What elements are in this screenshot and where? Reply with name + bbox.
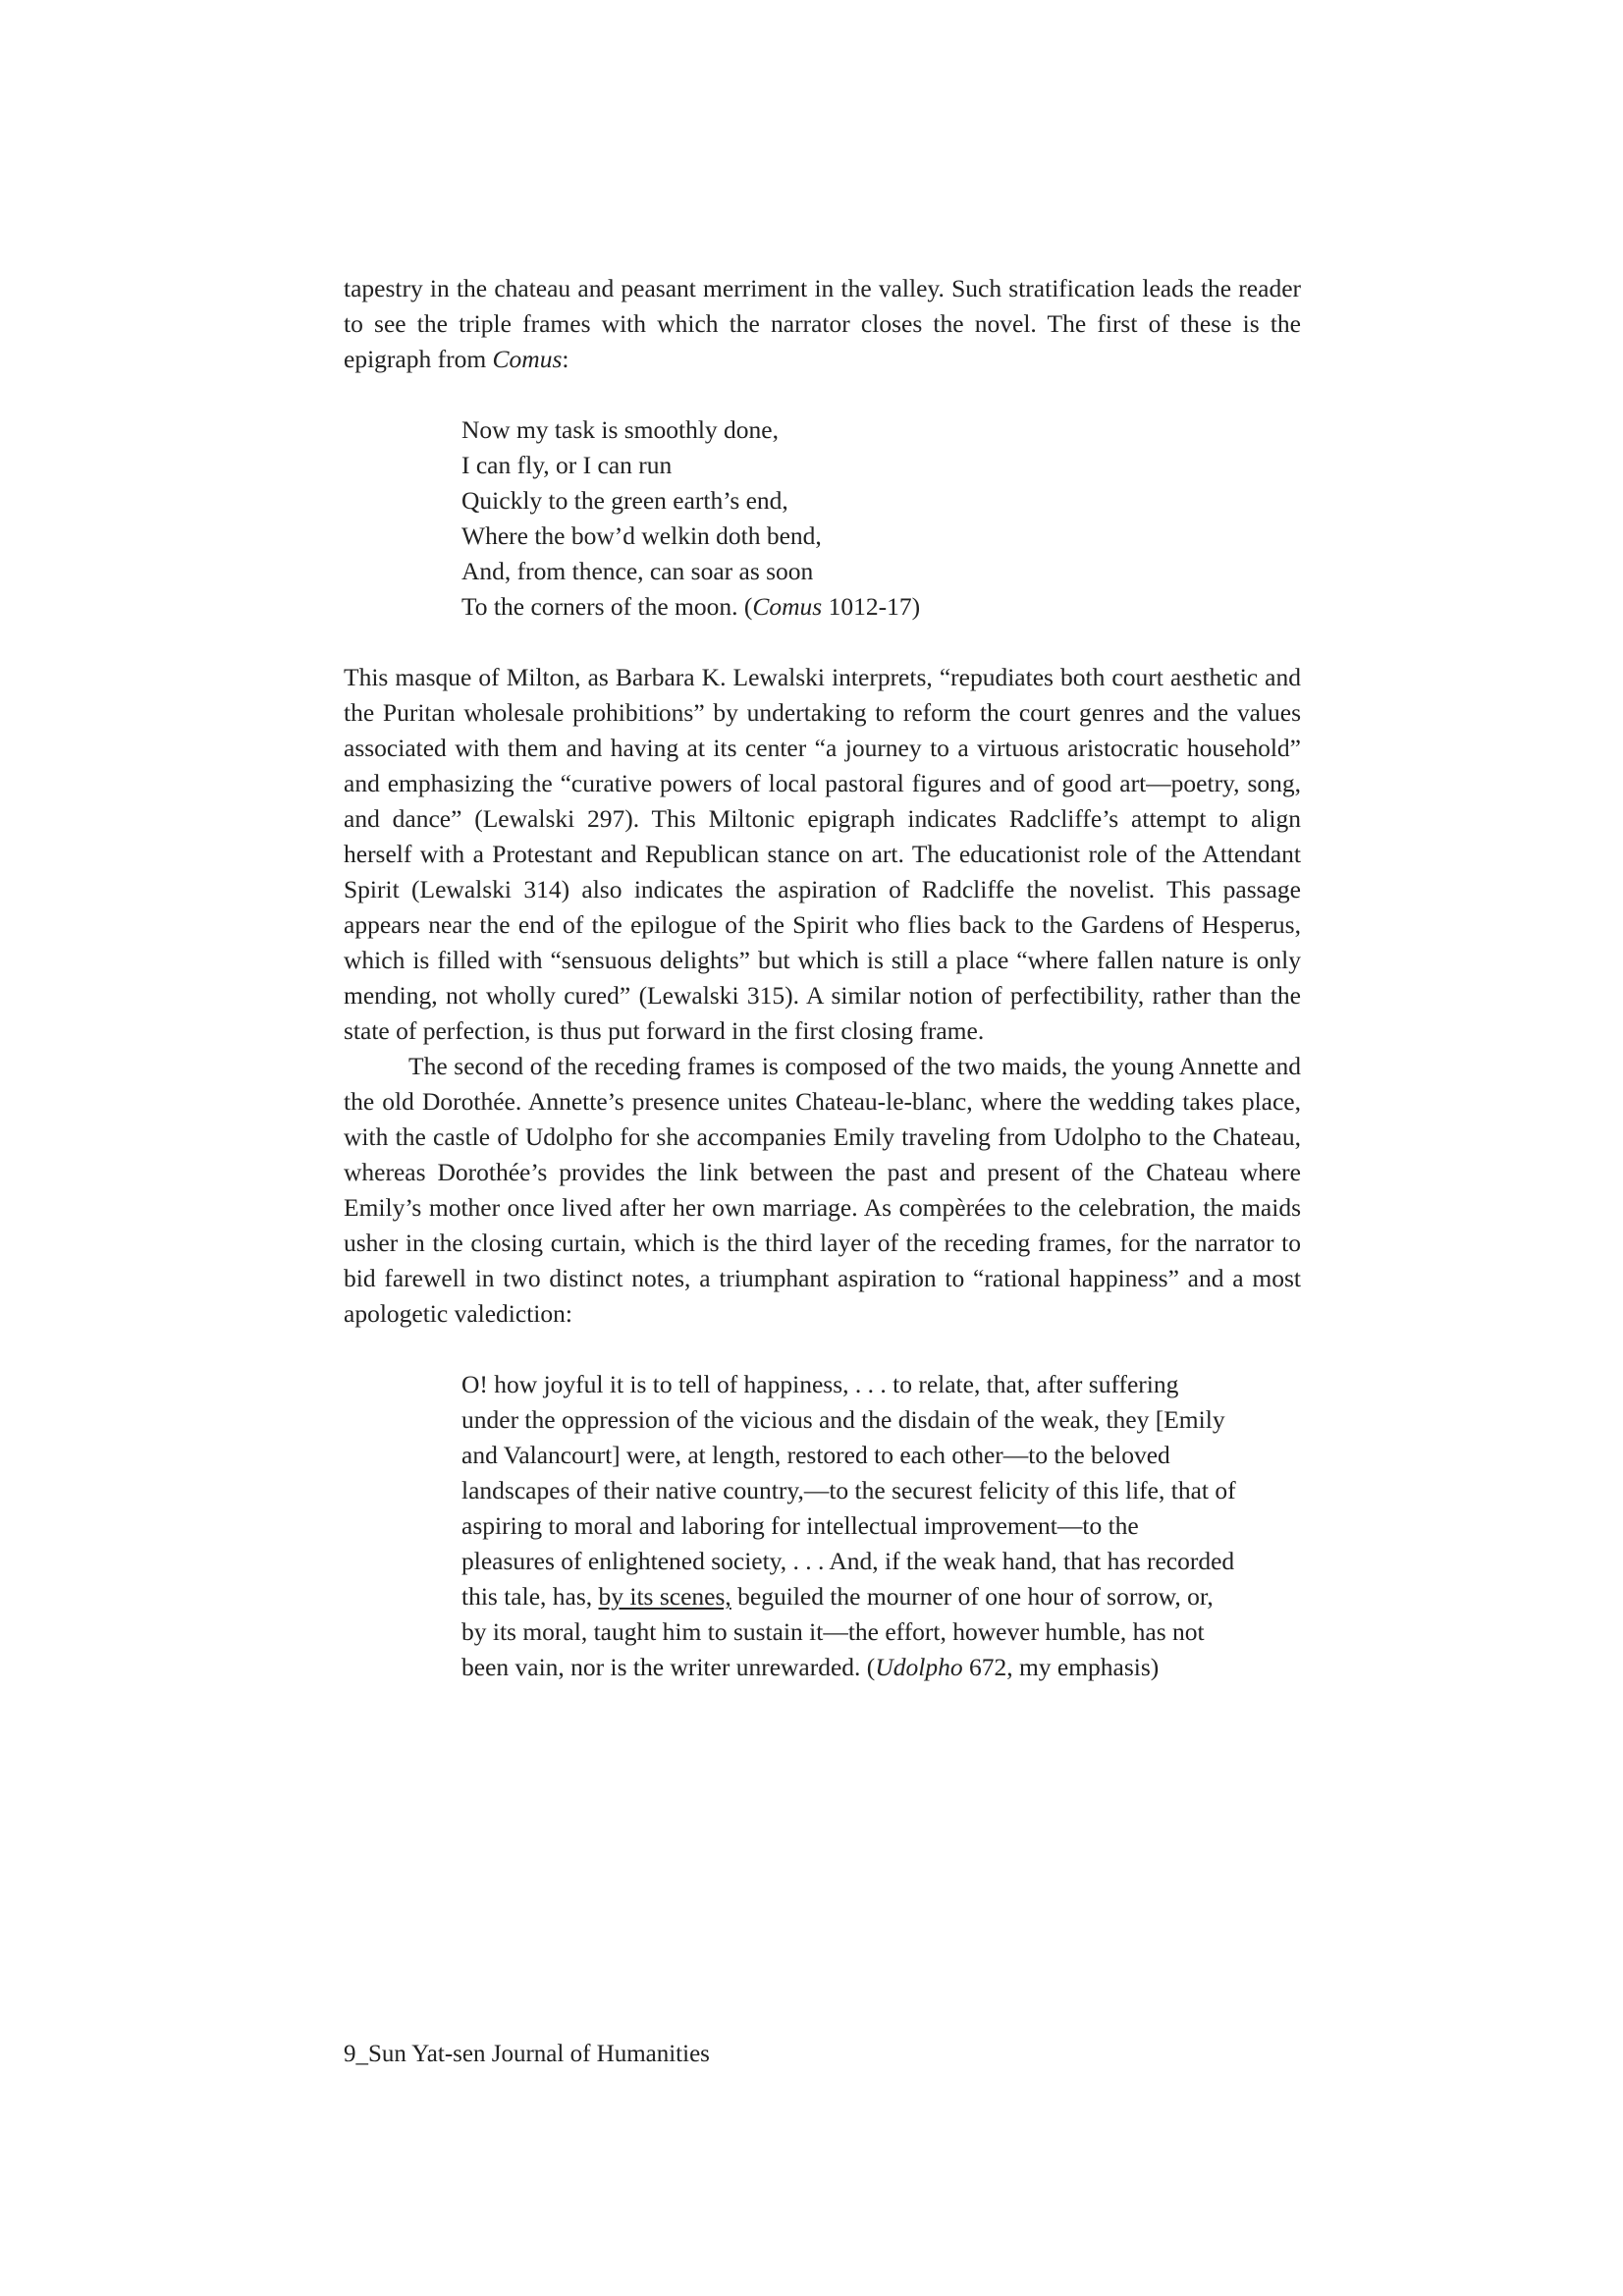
verse-line: Where the bow’d welkin doth bend, [461,521,822,550]
page-body [344,271,1301,1685]
paragraph-1-end: : [562,345,569,373]
verse-line-citation [461,589,1237,625]
paragraph-2: This masque of Milton, as Barbara K. Lewalski interprets, “repudiates both court aesthetic and the Puritan wholesale prohibitions” by undertaking to reform the court genres and the values associated with them and having at its center “a journey to a virtuous aristocratic household” and emphasizing the “curative powers of local pastoral figures and of good art—poetry, song, and dance” (Lewalski 297). This Miltonic epigraph indicates Radcliffe’s attempt to align herself with a Protestant and Republican stance on art. The educationist role of the Attendant Spirit (Lewalski 314) also indicates the aspiration of Radcliffe the novelist. This passage appears near the end of the epilogue of the Spirit who flies back to the Gardens of Hesperus, which is filled with “sensuous delights” but which is still a place “where fallen nature is only mending, not wholly cured” (Lewalski 315). A similar notion of perfectibility, rather than the state of perfection, is thus put forward in the first closing frame. [344,663,1301,1045]
verse-last-line-text: To the corners of the moon. ( [461,592,753,621]
verse-line: Quickly to the green earth’s end, [461,486,788,515]
title-comus: Comus [492,345,563,373]
quote-text-1: O! how joyful it is to tell of happiness, . . . to relate, that, after suffering under the oppression of the vicious and the disdain of the weak, they [Emily and Valancourt] were, at length, restored to each other—to the beloved landscapes of their native country,—to the securest felicity of this life, that of aspiring to moral and laboring for intellectual improvement—to the pleasures of enlightened society, . . . And, if the weak hand, that has recorded this tale, has, [461,1370,1236,1611]
page-footer: 9_Sun Yat-sen Journal of Humanities [344,2041,710,2067]
paragraph-1-text: tapestry in the chateau and peasant merriment in the valley. Such stratification leads the reader to see the triple frames with which the narrator closes the novel. The first of these is the epigraph from [344,274,1301,373]
citation-title-udolpho: Udolpho [875,1653,963,1681]
quote-text-2: beguiled the mourner of one hour of sorrow, or, by its moral, taught him to sustain it—the effort, however humble, has not been vain, nor is the writer unrewarded. ( [461,1582,1214,1681]
verse-line: Now my task is smoothly done, [461,415,779,444]
verse-line: I can fly, or I can run [461,451,673,479]
paragraph-1 [344,271,1301,377]
citation-title-comus: Comus [752,592,823,621]
citation-lines: 1012-17) [822,592,921,621]
underlined-emphasis: by its scenes, [598,1582,731,1611]
paragraph-3: The second of the receding frames is composed of the two maids, the young Annette and the old Dorothée. Annette’s presence unites Chateau-le-blanc, where the wedding takes place, with the castle of Udolpho for she accompanies Emily traveling from Udolpho to the Chateau, whereas Dorothée’s provides the link between the past and present of the Chateau where Emily’s mother once lived after her own marriage. As compèrées to the celebration, the maids usher in the closing curtain, which is the third layer of the receding frames, for the narrator to bid farewell in two distinct notes, a triumphant aspiration to “rational happiness” and a most apologetic valediction: [344,1052,1301,1328]
quote-citation: 672, my emphasis) [962,1653,1160,1681]
verse-line: And, from thence, can soar as soon [461,557,814,585]
prose-quotation [461,1367,1237,1685]
verse-quotation [461,412,1237,625]
